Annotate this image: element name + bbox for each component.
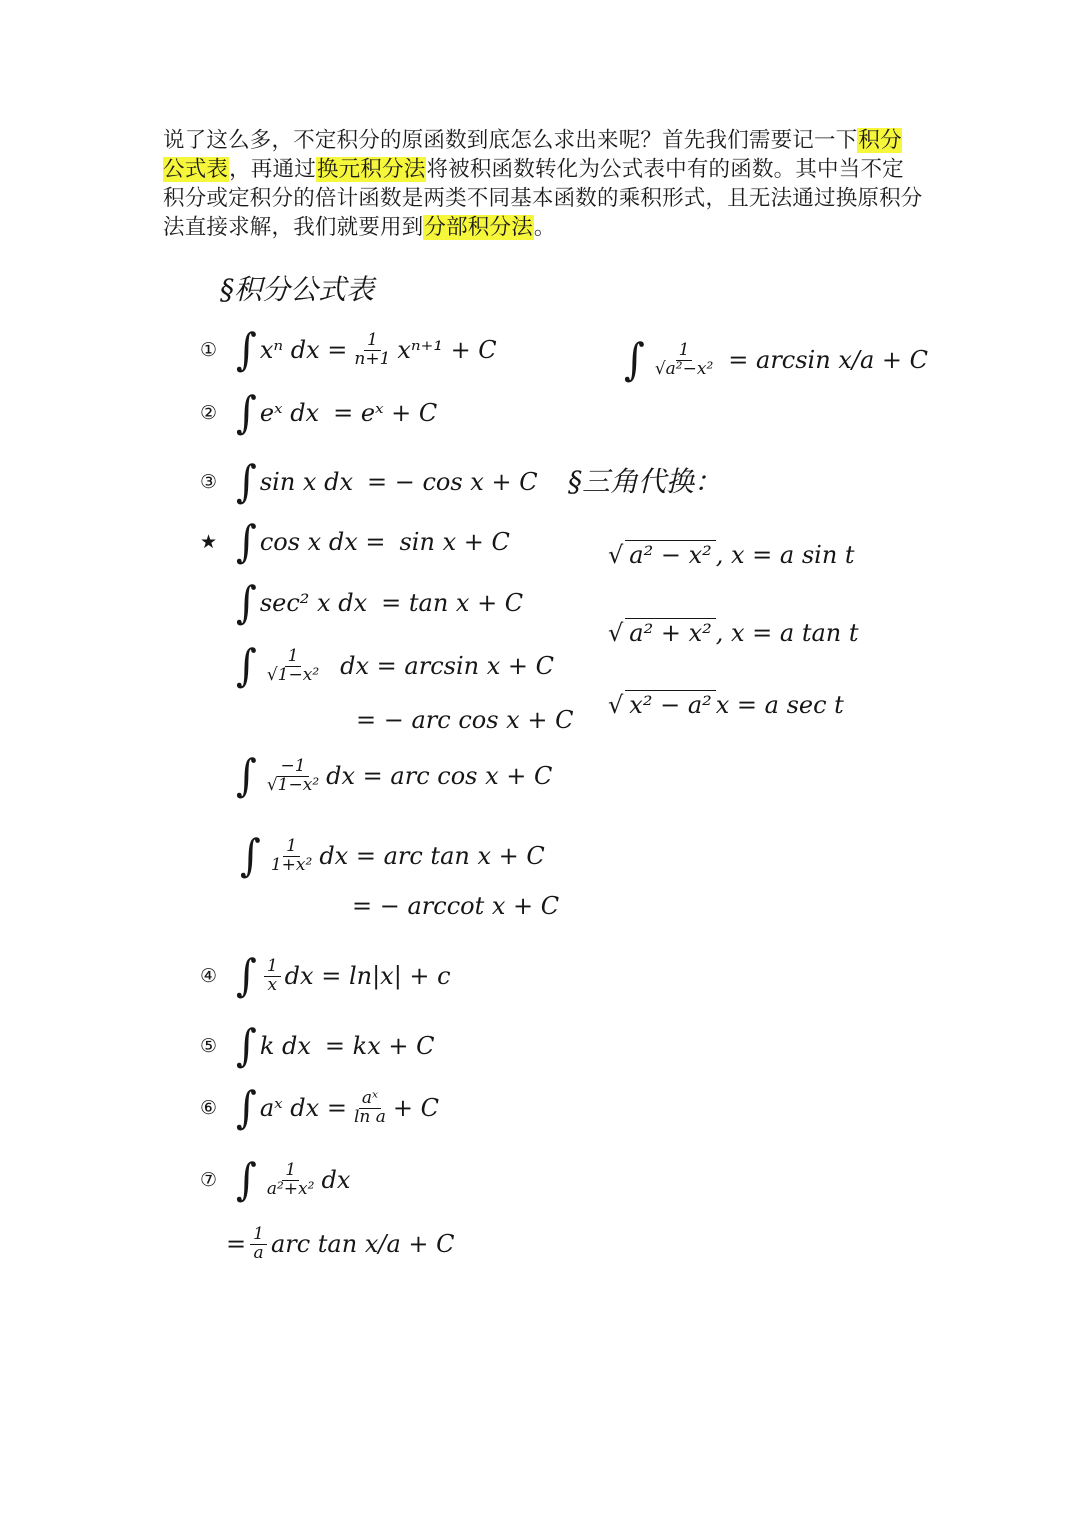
formula-arcsin-a-fraction [652, 339, 716, 379]
formula-4-frac-den: x [267, 974, 278, 995]
formula-2 [200, 387, 438, 439]
formula-sec-rhs: = tan x + C [381, 589, 524, 617]
formula-table-heading: §积分公式表 [220, 273, 375, 306]
integral-sign: ∫ [236, 387, 257, 439]
formula-5-integrand: k dx [259, 1032, 311, 1060]
formula-arctan-alt [352, 892, 559, 920]
formula-arcsin-fraction [264, 645, 322, 685]
substitution-3-root: x² − a² [625, 690, 715, 719]
formula-arcsin-a-frac-den: √a²−x² [654, 358, 714, 379]
formula-2-integrand: eˣ dx [259, 399, 320, 427]
formula-4-number: ④ [200, 965, 218, 987]
integral-sign: ∫ [624, 334, 645, 386]
formula-arcsin-alt-rhs: = − arc cos x + C [356, 706, 574, 734]
formula-arccos-rhs: dx = arc cos x + C [326, 762, 553, 790]
formula-arcsin [236, 640, 554, 692]
formula-1-fraction [351, 329, 393, 369]
formula-arctan-fraction [268, 835, 315, 875]
formula-1-number: ① [200, 339, 218, 361]
intro-text-1: 说了这么多，不定积分的原函数到底怎么求出来呢？首先我们需要记一下 [163, 128, 858, 153]
formula-6-rhs: + C [392, 1094, 439, 1122]
intro-text-2: ，再通过 [229, 157, 316, 182]
formula-4-fraction [264, 955, 281, 995]
formula-2-number: ② [200, 402, 218, 424]
formula-5 [200, 1020, 435, 1072]
formula-7-result-fraction [250, 1226, 267, 1263]
sqrt-icon: √ [608, 618, 624, 647]
substitution-3-sub: x = a sec t [715, 690, 844, 719]
formula-5-number: ⑤ [200, 1035, 218, 1057]
formula-star-mark: ★ [200, 531, 218, 553]
handwritten-notes-image [160, 250, 928, 1290]
formula-1 [200, 324, 497, 376]
formula-7-frac-num: 1 [282, 1162, 299, 1181]
formula-star [200, 516, 510, 568]
formula-3 [200, 456, 538, 508]
formula-4-rhs: dx = ln|x| + c [284, 962, 451, 990]
sqrt-icon: √ [608, 690, 624, 719]
formula-star-rhs: sin x + C [399, 528, 510, 556]
formula-1-frac-den: n+1 [354, 348, 391, 369]
formula-7 [200, 1154, 351, 1206]
formula-5-rhs: = kx + C [324, 1032, 435, 1060]
formula-arccos [236, 750, 553, 802]
integral-sign: ∫ [236, 1082, 257, 1134]
formula-arcsin-rhs: dx = arcsin x + C [340, 652, 554, 680]
formula-1-frac-num: 1 [364, 332, 381, 351]
formula-7-result-eq: = [226, 1230, 247, 1259]
trig-substitution-heading: §三角代换： [568, 465, 723, 498]
formula-arcsin-a-rhs: = arcsin x/a + C [728, 346, 928, 374]
formula-arctan-rhs: dx = arc tan x + C [319, 842, 545, 870]
substitution-2-sub: , x = a tan t [715, 618, 859, 647]
formula-4-frac-num: 1 [264, 958, 281, 977]
formula-arcsin-alt [356, 706, 573, 734]
substitution-1-sub: , x = a sin t [715, 540, 855, 569]
formula-7-rhs: dx [321, 1166, 351, 1194]
formula-sec [236, 577, 524, 629]
formula-arcsin-frac-den: √1−x² [266, 664, 320, 685]
highlight-formula-table: 积分公式表 [163, 128, 902, 182]
formula-arctan [240, 830, 545, 882]
highlight-substitution-method: 换元积分法 [316, 157, 426, 182]
formula-3-rhs: = − cos x + C [366, 468, 538, 496]
substitution-1-root: a² − x² [625, 540, 715, 569]
formula-arccos-fraction [264, 755, 322, 795]
formula-arcsin-a-frac-num: 1 [676, 342, 693, 361]
formula-arctan-alt-rhs: = − arccot x + C [352, 892, 560, 920]
sqrt-icon: √ [608, 540, 624, 569]
formula-6-fraction [351, 1087, 389, 1127]
integral-sign: ∫ [236, 1154, 257, 1206]
integral-sign: ∫ [236, 456, 257, 508]
formula-6 [200, 1082, 439, 1134]
formula-7-frac-den: a²+x² [266, 1178, 315, 1199]
integral-sign: ∫ [236, 577, 257, 629]
formula-3-number: ③ [200, 471, 218, 493]
formula-7-result-rhs: arc tan x/a + C [270, 1230, 455, 1259]
intro-text-4: 。 [533, 215, 556, 240]
integral-sign: ∫ [236, 640, 257, 692]
formula-7-result-frac-num: 1 [250, 1226, 267, 1245]
formula-6-number: ⑥ [200, 1097, 218, 1119]
integral-sign: ∫ [236, 950, 257, 1002]
substitution-3 [608, 690, 844, 719]
formula-1-rhs: xⁿ⁺¹ + C [397, 336, 497, 364]
formula-7-result [226, 1226, 455, 1263]
substitution-2 [608, 618, 859, 647]
substitution-2-root: a² + x² [625, 618, 715, 647]
formula-arctan-frac-den: 1+x² [270, 854, 313, 875]
intro-paragraph [163, 126, 923, 242]
integral-sign: ∫ [236, 324, 257, 376]
intro-text-3: 将被积函数转化为公式表中有的函数。其中当不定积分或定积分的倍计函数是两类不同基本函数的乘积形式，且无法通过换原积分法直接求解，我们就要用到 [163, 157, 923, 240]
formula-6-frac-num: aˣ [359, 1090, 381, 1109]
formula-1-integrand: xⁿ dx = [259, 336, 348, 364]
formula-star-integrand: cos x dx = [259, 528, 386, 556]
formula-sec-integrand: sec² x dx [259, 589, 368, 617]
substitution-1 [608, 540, 855, 569]
integral-sign: ∫ [240, 830, 261, 882]
formula-6-integrand: aˣ dx = [259, 1094, 347, 1122]
formula-arccos-frac-den: √1−x² [266, 774, 320, 795]
formula-arccos-frac-num: −1 [277, 758, 308, 777]
highlight-integration-by-parts: 分部积分法 [424, 215, 533, 240]
formula-arcsin-frac-num: 1 [285, 648, 302, 667]
formula-arctan-frac-num: 1 [283, 838, 300, 857]
formula-7-number: ⑦ [200, 1169, 218, 1191]
formula-7-result-frac-den: a [253, 1242, 264, 1263]
formula-2-rhs: = eˣ + C [333, 399, 438, 427]
formula-4 [200, 950, 451, 1002]
formula-3-integrand: sin x dx [259, 468, 353, 496]
formula-arcsin-a [624, 334, 928, 386]
integral-sign: ∫ [236, 516, 257, 568]
formula-6-frac-den: ln a [353, 1106, 386, 1127]
integral-sign: ∫ [236, 750, 257, 802]
formula-7-fraction [264, 1159, 318, 1199]
integral-sign: ∫ [236, 1020, 257, 1072]
